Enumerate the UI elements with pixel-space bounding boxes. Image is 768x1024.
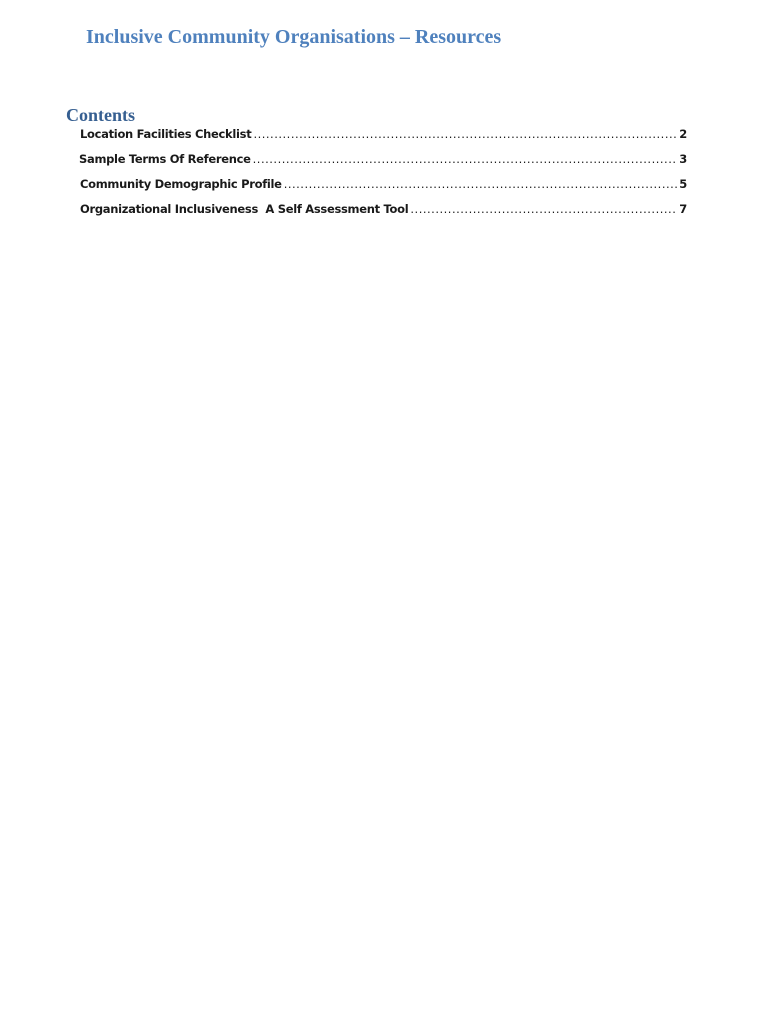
toc-entry-page-number: 3 (679, 152, 687, 166)
toc-entry-sample-terms-of-reference[interactable] (79, 152, 687, 177)
table-of-contents (80, 127, 687, 227)
toc-entry-organizational-inclusiveness[interactable] (80, 202, 687, 227)
toc-entry-label: Location Facilities Checklist (80, 127, 252, 141)
toc-entry-page-number: 7 (679, 202, 687, 216)
toc-entry-page-number: 5 (679, 177, 687, 191)
toc-entry-community-demographic-profile[interactable] (80, 177, 687, 202)
toc-dot-leader (284, 177, 677, 191)
toc-entry-location-facilities-checklist[interactable] (80, 127, 687, 152)
toc-dot-leader (410, 202, 677, 216)
toc-entry-label: Organizational Inclusiveness A Self Assessment Tool (80, 202, 409, 216)
toc-entry-label: Sample Terms Of Reference (79, 152, 251, 166)
toc-entry-label: Community Demographic Profile (80, 177, 282, 191)
toc-dot-leader (253, 152, 677, 166)
toc-heading: Contents (66, 105, 136, 125)
toc-entry-page-number: 2 (679, 127, 687, 141)
document-title: Inclusive Community Organisations – Resources (86, 26, 502, 48)
toc-dot-leader (253, 127, 677, 141)
